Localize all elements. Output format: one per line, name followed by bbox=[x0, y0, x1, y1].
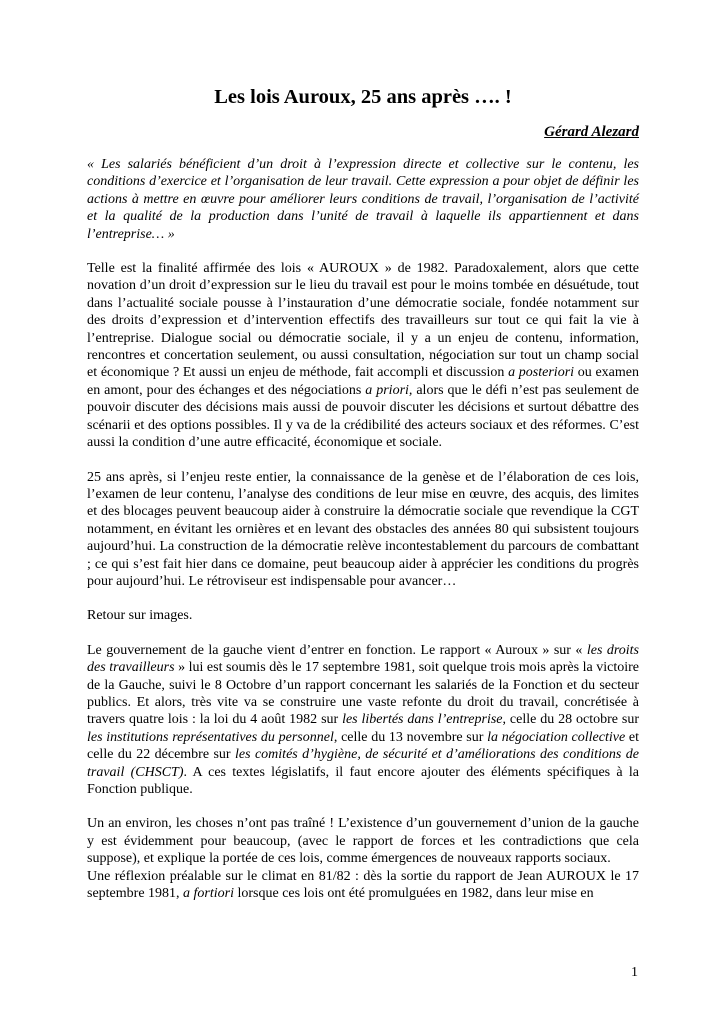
paragraph-1-text-c: ou examen en amont, pour des échanges et des négociations bbox=[87, 365, 640, 398]
paragraph-4-italic-negociation: la négociation collective bbox=[487, 729, 626, 745]
paragraph-4-text-k: . A ces textes législatifs, il faut encore ajouter des éléments spécifiques à la Fonction publique. bbox=[87, 764, 639, 797]
paragraph-1-text-a: Telle est la finalité affirmée des lois « AUROUX » de 1982. Paradoxalement, alors que cette novation d’un droit d’expression sur le lieu du travail est pour le moins tombée en désuétude, tout dans l’actualité sociale pousse à l’instauration d’une démocratie sociale, fondée notamment sur des droits d’expression et d’intervention effectifs des travailleurs sur tout ce qui fait la vie à l’entreprise. Dialogue social ou démocratie sociale, il y a un enjeu de contenu, information, rencontres et concertation seulement, ou aussi consultation, négociation sur tout un champ social et économique ? Et aussi un enjeu de méthode, fait accompli et discussion bbox=[87, 261, 639, 381]
paragraph-4-italic-chsct: les comités d’hygiène, de sécurité et d’améliorations des conditions de travail (CHSCT) bbox=[87, 747, 639, 780]
opening-quote: « Les salariés bénéficient d’un droit à l’expression directe et collective sur le contenu, les conditions d’exercice et l’organisation de leur travail. Cette expression a pour objet de définir les actions à mettre en œuvre pour améliorer leurs conditions de travail, l’organisation de l’activité et la qualité de la production dans l’unité de travail à laquelle ils appartiennent et dans l’entreprise… » bbox=[87, 157, 639, 242]
paragraph-2: 25 ans après, si l’enjeu reste entier, la connaissance de la genèse et de l’élaboration de ces lois, l’examen de leur contenu, l’analyse des conditions de leur mise en œuvre, des acquis, des limites et des blocages peuvent beaucoup aider à construire la démocratie sociale que revendique la CGT notamment, en évitant les ornières et en levant des obstacles des années 80 qui subsistent toujours aujourd’hui. La construction de la démocratie relève incontestablement du parcours de combattant ; ce qui s’est fait hier dans ce domaine, peut beaucoup aider à apprécier les conditions du progrès pour aujourd’hui. Le rétroviseur est indispensable pour avancer… bbox=[87, 469, 639, 589]
page-number: 1 bbox=[631, 965, 638, 980]
paragraph-6 bbox=[87, 868, 639, 903]
paragraph-1-italic-a-posteriori: a posteriori bbox=[508, 365, 575, 381]
paragraph-3: Retour sur images. bbox=[87, 608, 193, 624]
paragraph-4-text-c: » lui est soumis dès le 17 septembre 1981, soit quelque trois mois après la victoire de la Gauche, suivi le 8 Octobre d’un rapport concernant les salariés de la Fonction et du secteur publics. Et alors, très vite va se construire une vaste refonte du droit du travail, concrétisée à travers quatre lois : la loi du 4 août 1982 sur bbox=[87, 660, 639, 728]
document-page bbox=[87, 84, 639, 902]
paragraph-4 bbox=[87, 642, 639, 799]
document-title: Les lois Auroux, 25 ans après …. ! bbox=[214, 86, 512, 108]
paragraph-6-text-c: lorsque ces lois ont été promulguées en 1982, dans leur mise en bbox=[234, 886, 594, 902]
paragraph-4-text-i: et celle du 22 décembre sur bbox=[87, 729, 640, 763]
paragraph-4-italic-libertes: les libertés dans l’entreprise bbox=[342, 712, 503, 728]
paragraph-4-italic-institutions: les institutions représentatives du personnel bbox=[87, 729, 334, 745]
paragraph-1 bbox=[87, 260, 639, 451]
paragraph-4-text-a: Le gouvernement de la gauche vient d’entrer en fonction. Le rapport « Auroux » sur « bbox=[87, 642, 587, 658]
paragraph-4-italic-droits: les droits des travailleurs bbox=[87, 642, 639, 676]
paragraph-1-italic-a-priori: a priori, bbox=[365, 382, 413, 398]
paragraph-6-text-a: Une réflexion préalable sur le climat en 81/82 : dès la sortie du rapport de Jean AUROUX le 17 septembre 1981, bbox=[87, 868, 639, 902]
paragraph-6-italic-a-fortiori: a fortiori bbox=[183, 886, 234, 902]
document-author: Gérard Alezard bbox=[544, 124, 639, 140]
paragraph-1-text-e: alors que le défi n’est pas seulement de pouvoir discuter des décisions mais aussi de pouvoir discuter les décisions et surtout débattre des scénarii et des options possibles. Il y va de la crédibilité des acteurs sociaux et des réformes. C’est aussi la condition d’une autre efficacité, économique et sociale. bbox=[87, 382, 639, 451]
paragraph-4-text-e: , celle du 28 octobre sur bbox=[502, 712, 639, 728]
paragraph-4-text-g: , celle du 13 novembre sur bbox=[333, 729, 488, 745]
paragraph-5: Un an environ, les choses n’ont pas traîné ! L’existence d’un gouvernement d’union de la gauche y est évidemment pour beaucoup, (avec le rapport de forces et les contradictions que cela suppose), et explique la portée de ces lois, comme émergences de nouveaux rapports sociaux. bbox=[87, 816, 639, 867]
